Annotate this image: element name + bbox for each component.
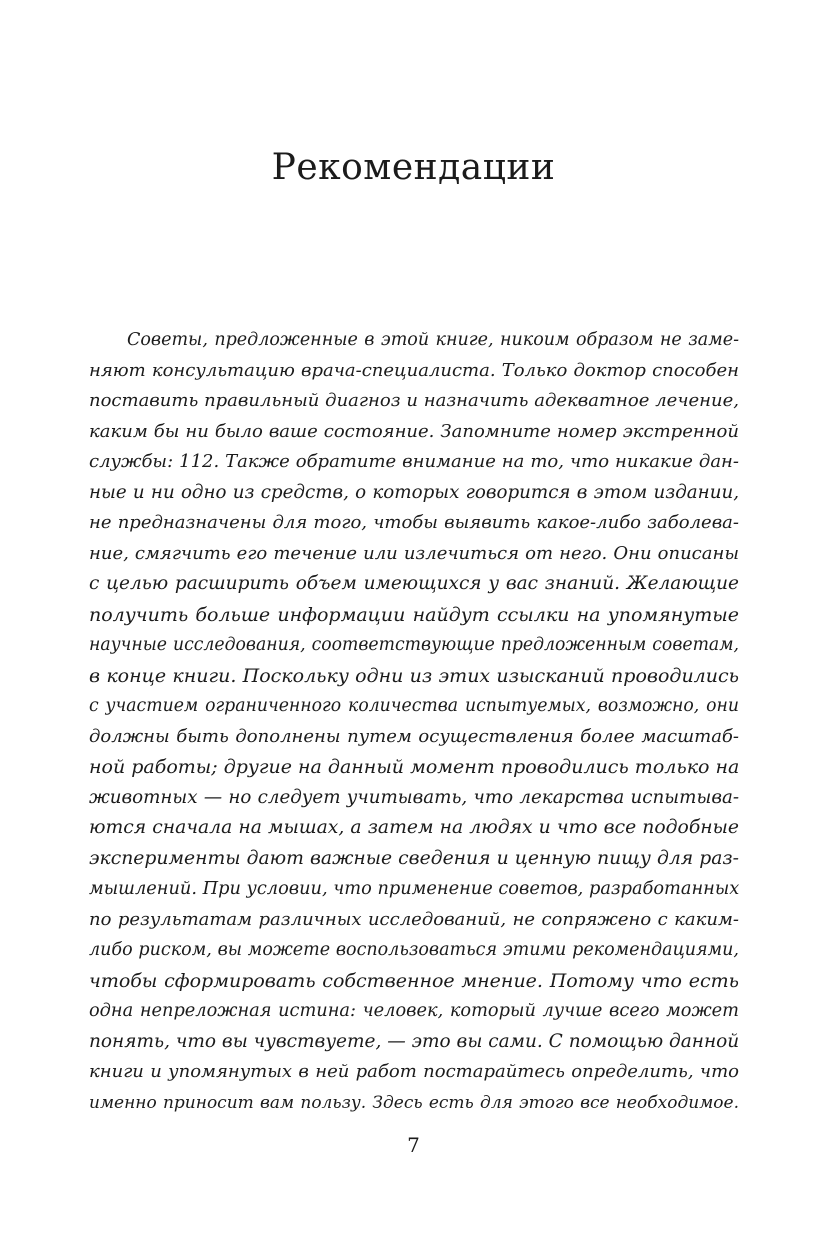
paragraph-line: с участием ограниченного количества испытуемых, возможно, они xyxy=(89,696,739,716)
page-title: Рекомендации xyxy=(271,147,556,188)
body-paragraph xyxy=(89,325,739,1118)
paragraph-line: эксперименты дают важные сведения и ценную пищу для раз- xyxy=(89,847,739,869)
paragraph-line: либо риском, вы можете воспользоваться этими рекомендациями, xyxy=(89,940,739,960)
paragraph-line: научные исследования, соответствующие предложенным советам, xyxy=(89,635,739,655)
paragraph-line: книги и упомянутых в ней работ постарайтесь определить, что xyxy=(89,1061,739,1082)
paragraph-line: получить больше информации найдут ссылки на упомянутые xyxy=(89,603,739,626)
paragraph-line: мышлений. При условии, что применение советов, разработанных xyxy=(89,879,740,899)
paragraph-line: не предназначены для того, чтобы выявить какое-либо заболева- xyxy=(89,512,739,533)
paragraph-line: каким бы ни было ваше состояние. Запомните номер экстренной xyxy=(89,420,739,442)
paragraph-line: с целью расширить объем имеющихся у вас знаний. Желающие xyxy=(89,573,739,594)
paragraph-line: ной работы; другие на данный момент проводились только на xyxy=(89,756,740,778)
paragraph-line: одна непреложная истина: человек, который лучше всего может xyxy=(89,1001,739,1021)
paragraph-line: поставить правильный диагноз и назначить адекватное лечение, xyxy=(89,390,739,411)
paragraph-line: по результатам различных исследований, не сопряжено с каким- xyxy=(89,908,739,930)
paragraph-line: ются сначала на мышах, а затем на людях и что все подобные xyxy=(89,817,739,838)
paragraph-line: ные и ни одно из средств, о которых говорится в этом издании, xyxy=(89,481,739,503)
paragraph-line: ние, смягчить его течение или излечиться от него. Они описаны xyxy=(89,542,739,564)
paragraph-line: няют консультацию врача-специалиста. Только доктор способен xyxy=(89,359,739,381)
page-number: 7 xyxy=(407,1133,420,1157)
paragraph-line: чтобы сформировать собственное мнение. Потому что есть xyxy=(89,969,739,992)
paragraph-line: службы: 112. Также обратите внимание на то, что никакие дан- xyxy=(89,451,739,472)
paragraph-line: в конце книги. Поскольку одни из этих изысканий проводились xyxy=(89,664,739,687)
paragraph-line: должны быть дополнены путем осуществления более масштаб- xyxy=(89,725,739,747)
paragraph-line: понять, что вы чувствуете, — это вы сами. С помощью данной xyxy=(89,1030,740,1052)
paragraph-line: Советы, предложенные в этой книге, никоим образом не заме- xyxy=(127,330,739,350)
paragraph-line: именно приносит вам пользу. Здесь есть для этого все необходимое. xyxy=(89,1092,739,1113)
paragraph-line: животных — но следует учитывать, что лекарства испытыва- xyxy=(89,786,739,808)
